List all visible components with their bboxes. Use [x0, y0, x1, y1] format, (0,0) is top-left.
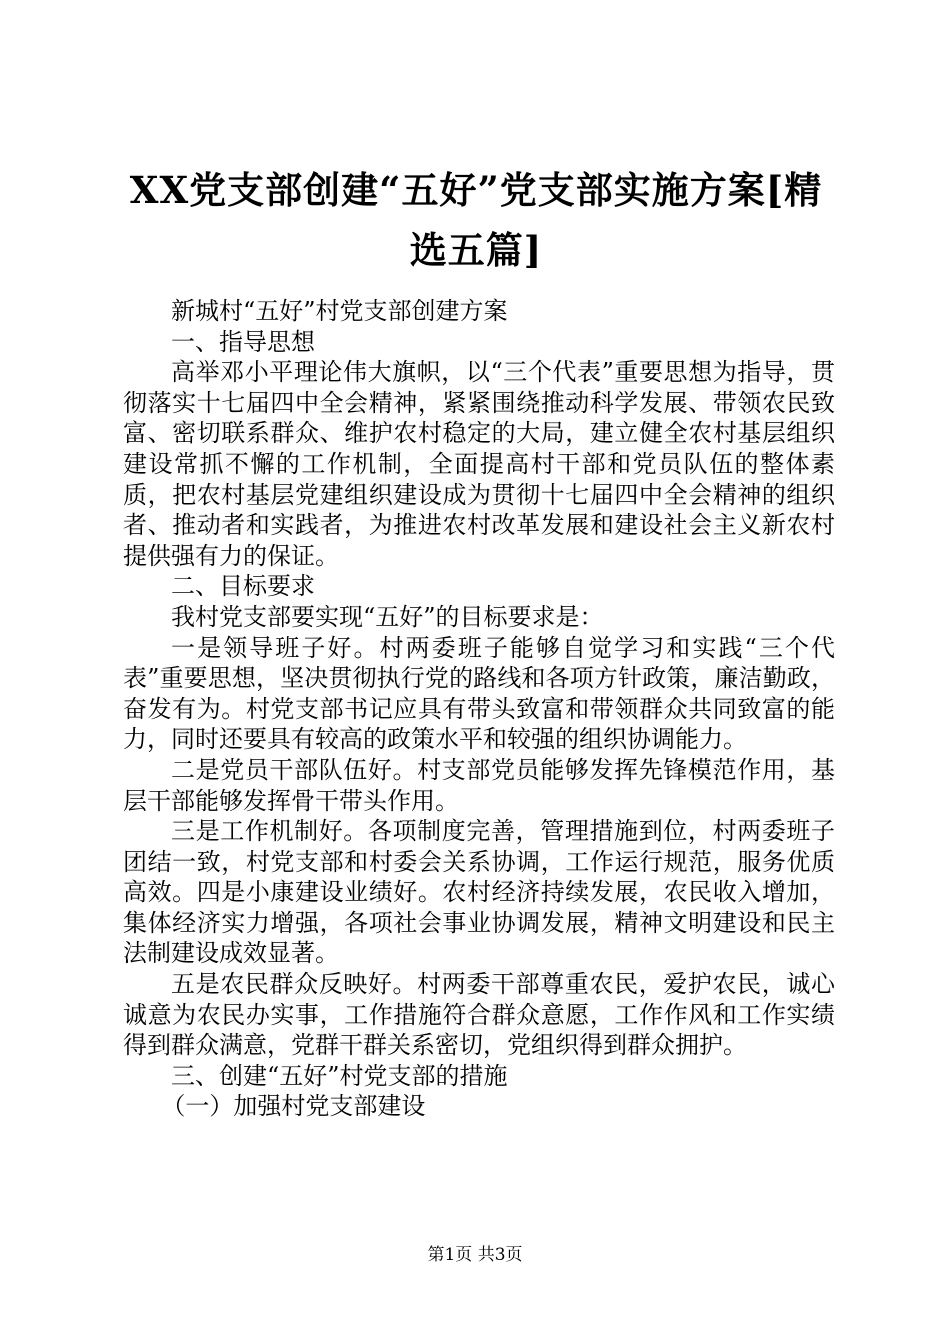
paragraph: 高举邓小平理论伟大旗帜，以“三个代表”重要思想为指导，贯彻落实十七届四中全会精神，紧紧围绕推动科学发展、带领农民致富、密切联系群众、维护农村稳定的大局，建立健全农村基层组织建设常抓不懈的工作机制，全面提高村干部和党员队伍的整体素质，把农村基层党建组织建设成为贯彻十七届四中全会精神的组织者、推动者和实践者，为推进农村改革发展和建设社会主义新农村提供强有力的保证。 — [123, 358, 835, 570]
document-body — [123, 296, 835, 1122]
section-heading-2: 二、目标要求 — [171, 572, 315, 601]
paragraph: 二是党员干部队伍好。村支部党员能够发挥先锋模范作用，基层干部能够发挥骨干带头作用。 — [123, 755, 835, 815]
paragraph: 三是工作机制好。各项制度完善，管理措施到位，村两委班子团结一致，村党支部和村委会关系协调，工作运行规范，服务优质高效。四是小康建设业绩好。农村经济持续发展，农民收入增加，集体经济实力增强，各项社会事业协调发展，精神文明建设和民主法制建设成效显著。 — [123, 817, 835, 968]
paragraph-subtitle: 新城村“五好”村党支部创建方案 — [171, 297, 508, 325]
paragraph: 我村党支部要实现“五好”的目标要求是： — [171, 602, 604, 631]
page-footer: 第1页 共3页 — [427, 1245, 523, 1265]
subsection-heading: （一）加强村党支部建设 — [161, 1092, 426, 1121]
document-title: XX党支部创建“五好”党支部实施方案[精选五篇] — [129, 168, 823, 272]
section-heading-1: 一、指导思想 — [171, 327, 315, 356]
paragraph: 五是农民群众反映好。村两委干部尊重农民，爱护农民，诚心诚意为农民办实事，工作措施符合群众意愿，工作作风和工作实绩得到群众满意，党群干群关系密切，党组织得到群众拥护。 — [123, 970, 835, 1060]
section-heading-3: 三、创建“五好”村党支部的措施 — [171, 1061, 508, 1090]
paragraph: 一是领导班子好。村两委班子能够自觉学习和实践“三个代表”重要思想，坚决贯彻执行党的路线和各项方针政策，廉洁勤政，奋发有为。村党支部书记应具有带头致富和带领群众共同致富的能力，同时还要具有较高的政策水平和较强的组织协调能力。 — [123, 633, 835, 754]
